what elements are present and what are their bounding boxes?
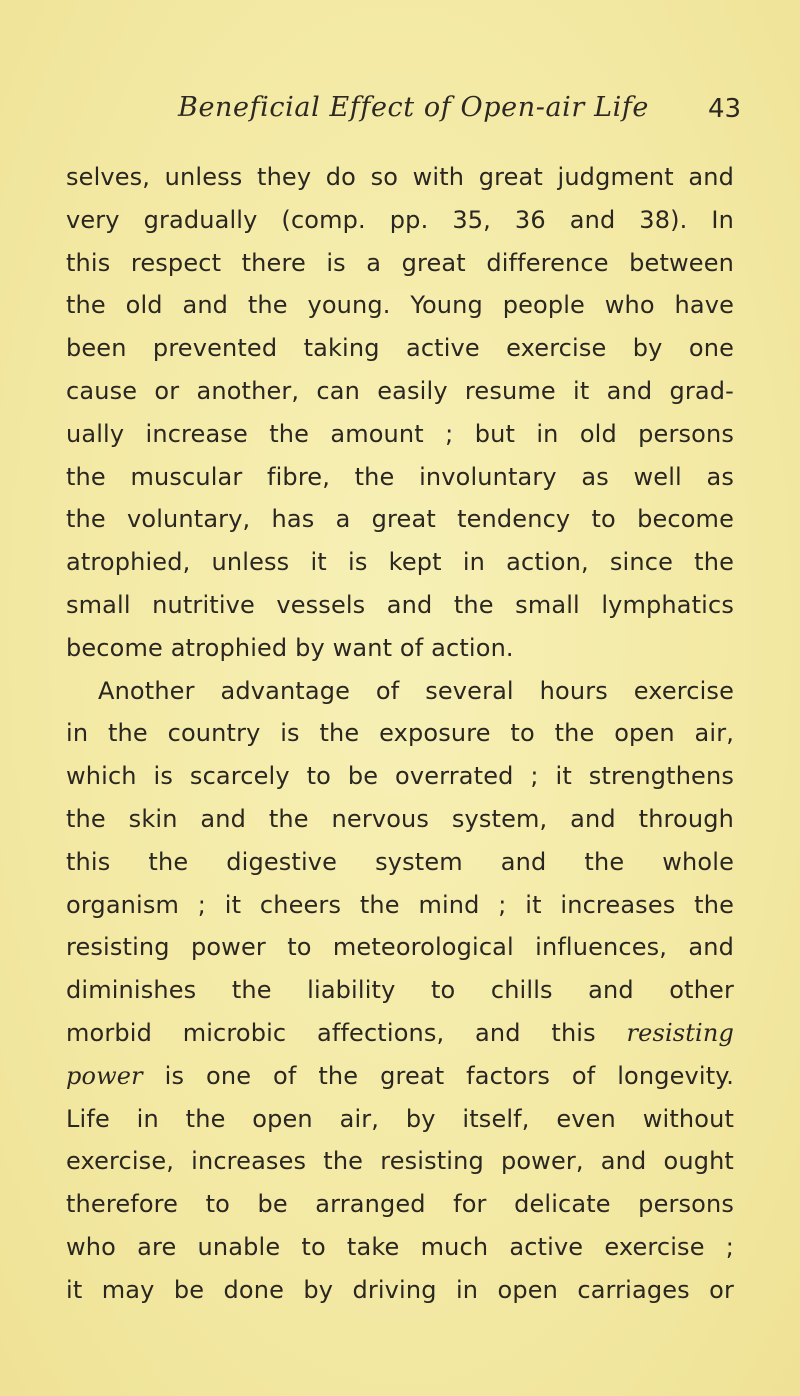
italic-phrase: resisting (626, 1018, 734, 1047)
text-line: very gradually (comp. pp. 35, 36 and 38). In (66, 205, 734, 234)
page-header (0, 92, 800, 136)
text-line: atrophied, unless it is kept in action, since the (66, 548, 734, 577)
text-line: resisting power to meteorological influences, and (66, 933, 734, 962)
text-line: this respect there is a great difference between (66, 248, 734, 277)
body-text (66, 156, 734, 1312)
text-line: ually increase the amount ; but in old persons (66, 419, 734, 448)
text-line: Another advantage of several hours exercise (98, 676, 734, 705)
text-line: Life in the open air, by itself, even without (66, 1104, 734, 1133)
text-line: selves, unless they do so with great judgment and (66, 163, 734, 191)
text-line: diminishes the liability to chills and other (66, 976, 734, 1005)
text-line: the old and the young. Young people who have (66, 291, 734, 320)
text-line (66, 1012, 734, 1055)
text-segment: is one of the great factors of longevity. (164, 1061, 734, 1090)
running-head: Beneficial Effect of Open-air Life (178, 92, 650, 123)
text-line: small nutritive vessels and the small lymphatics (66, 590, 734, 619)
text-line: in the country is the exposure to the open air, (66, 719, 734, 748)
text-line: this the digestive system and the whole (66, 847, 734, 876)
text-line: become atrophied by want of action. (66, 633, 514, 662)
text-line: the voluntary, has a great tendency to become (66, 505, 734, 534)
text-line: who are unable to take much active exercise ; (66, 1232, 734, 1261)
text-line: the muscular fibre, the involuntary as well as (66, 462, 734, 491)
text-line (66, 1055, 734, 1098)
text-line: cause or another, can easily resume it and grad- (66, 376, 734, 405)
italic-phrase: power (66, 1061, 143, 1090)
text-line: therefore to be arranged for delicate persons (66, 1190, 734, 1219)
text-segment: morbid microbic affections, and this (66, 1018, 596, 1047)
text-line: which is scarcely to be overrated ; it strengthens (66, 762, 734, 791)
page-number: 43 (708, 94, 742, 124)
text-line: it may be done by driving in open carriages or (66, 1275, 734, 1304)
text-line: exercise, increases the resisting power, and ought (66, 1147, 734, 1176)
text-line: organism ; it cheers the mind ; it increases the (66, 890, 734, 919)
text-line: the skin and the nervous system, and through (66, 804, 734, 833)
text-line: been prevented taking active exercise by one (66, 334, 734, 363)
